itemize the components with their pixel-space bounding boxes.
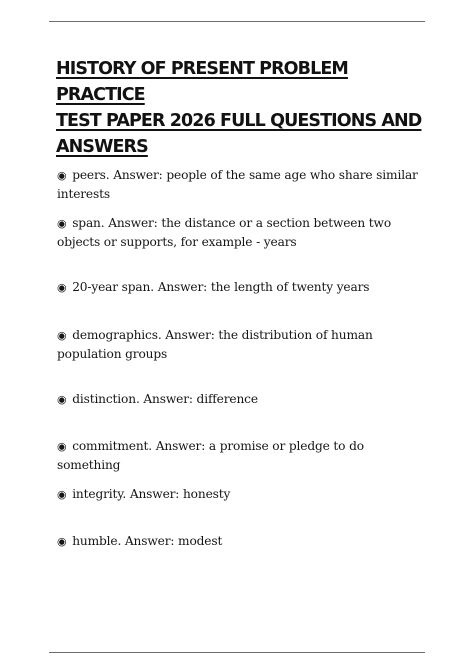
list-item-text: integrity. Answer: honesty	[72, 487, 231, 501]
list-item-text: span. Answer: the distance or a section between two objects or supports, for example - years	[57, 216, 392, 249]
bullet-icon: ◉	[57, 535, 67, 548]
list-item	[57, 278, 427, 297]
list-item	[57, 214, 427, 251]
list-item-text: humble. Answer: modest	[72, 534, 223, 548]
list-item	[57, 390, 427, 409]
list-item-text: distinction. Answer: difference	[72, 392, 258, 406]
list-item-text: demographics. Answer: the distribution of human population groups	[57, 328, 373, 361]
list-item	[57, 437, 427, 474]
bullet-icon: ◉	[57, 169, 67, 182]
title-line-3: ANSWERS	[56, 137, 148, 157]
bullet-icon: ◉	[57, 217, 67, 230]
bullet-icon: ◉	[57, 281, 67, 294]
bullet-icon: ◉	[57, 393, 67, 406]
list-item	[57, 166, 427, 203]
list-item-text: commitment. Answer: a promise or pledge to do something	[57, 439, 364, 472]
top-divider	[49, 21, 425, 22]
list-item	[57, 326, 427, 363]
list-item	[57, 485, 427, 504]
list-item-text: 20-year span. Answer: the length of twenty years	[72, 280, 370, 294]
title-line-1: HISTORY OF PRESENT PROBLEM PRACTICE	[56, 59, 348, 105]
bottom-divider	[49, 652, 425, 653]
list-item	[57, 532, 427, 551]
bullet-icon: ◉	[57, 488, 67, 501]
title-line-2: TEST PAPER 2026 FULL QUESTIONS AND	[56, 111, 422, 131]
bullet-icon: ◉	[57, 329, 67, 342]
list-item-text: peers. Answer: people of the same age who share similar interests	[57, 168, 418, 201]
bullet-icon: ◉	[57, 440, 67, 453]
document-title	[56, 56, 436, 160]
